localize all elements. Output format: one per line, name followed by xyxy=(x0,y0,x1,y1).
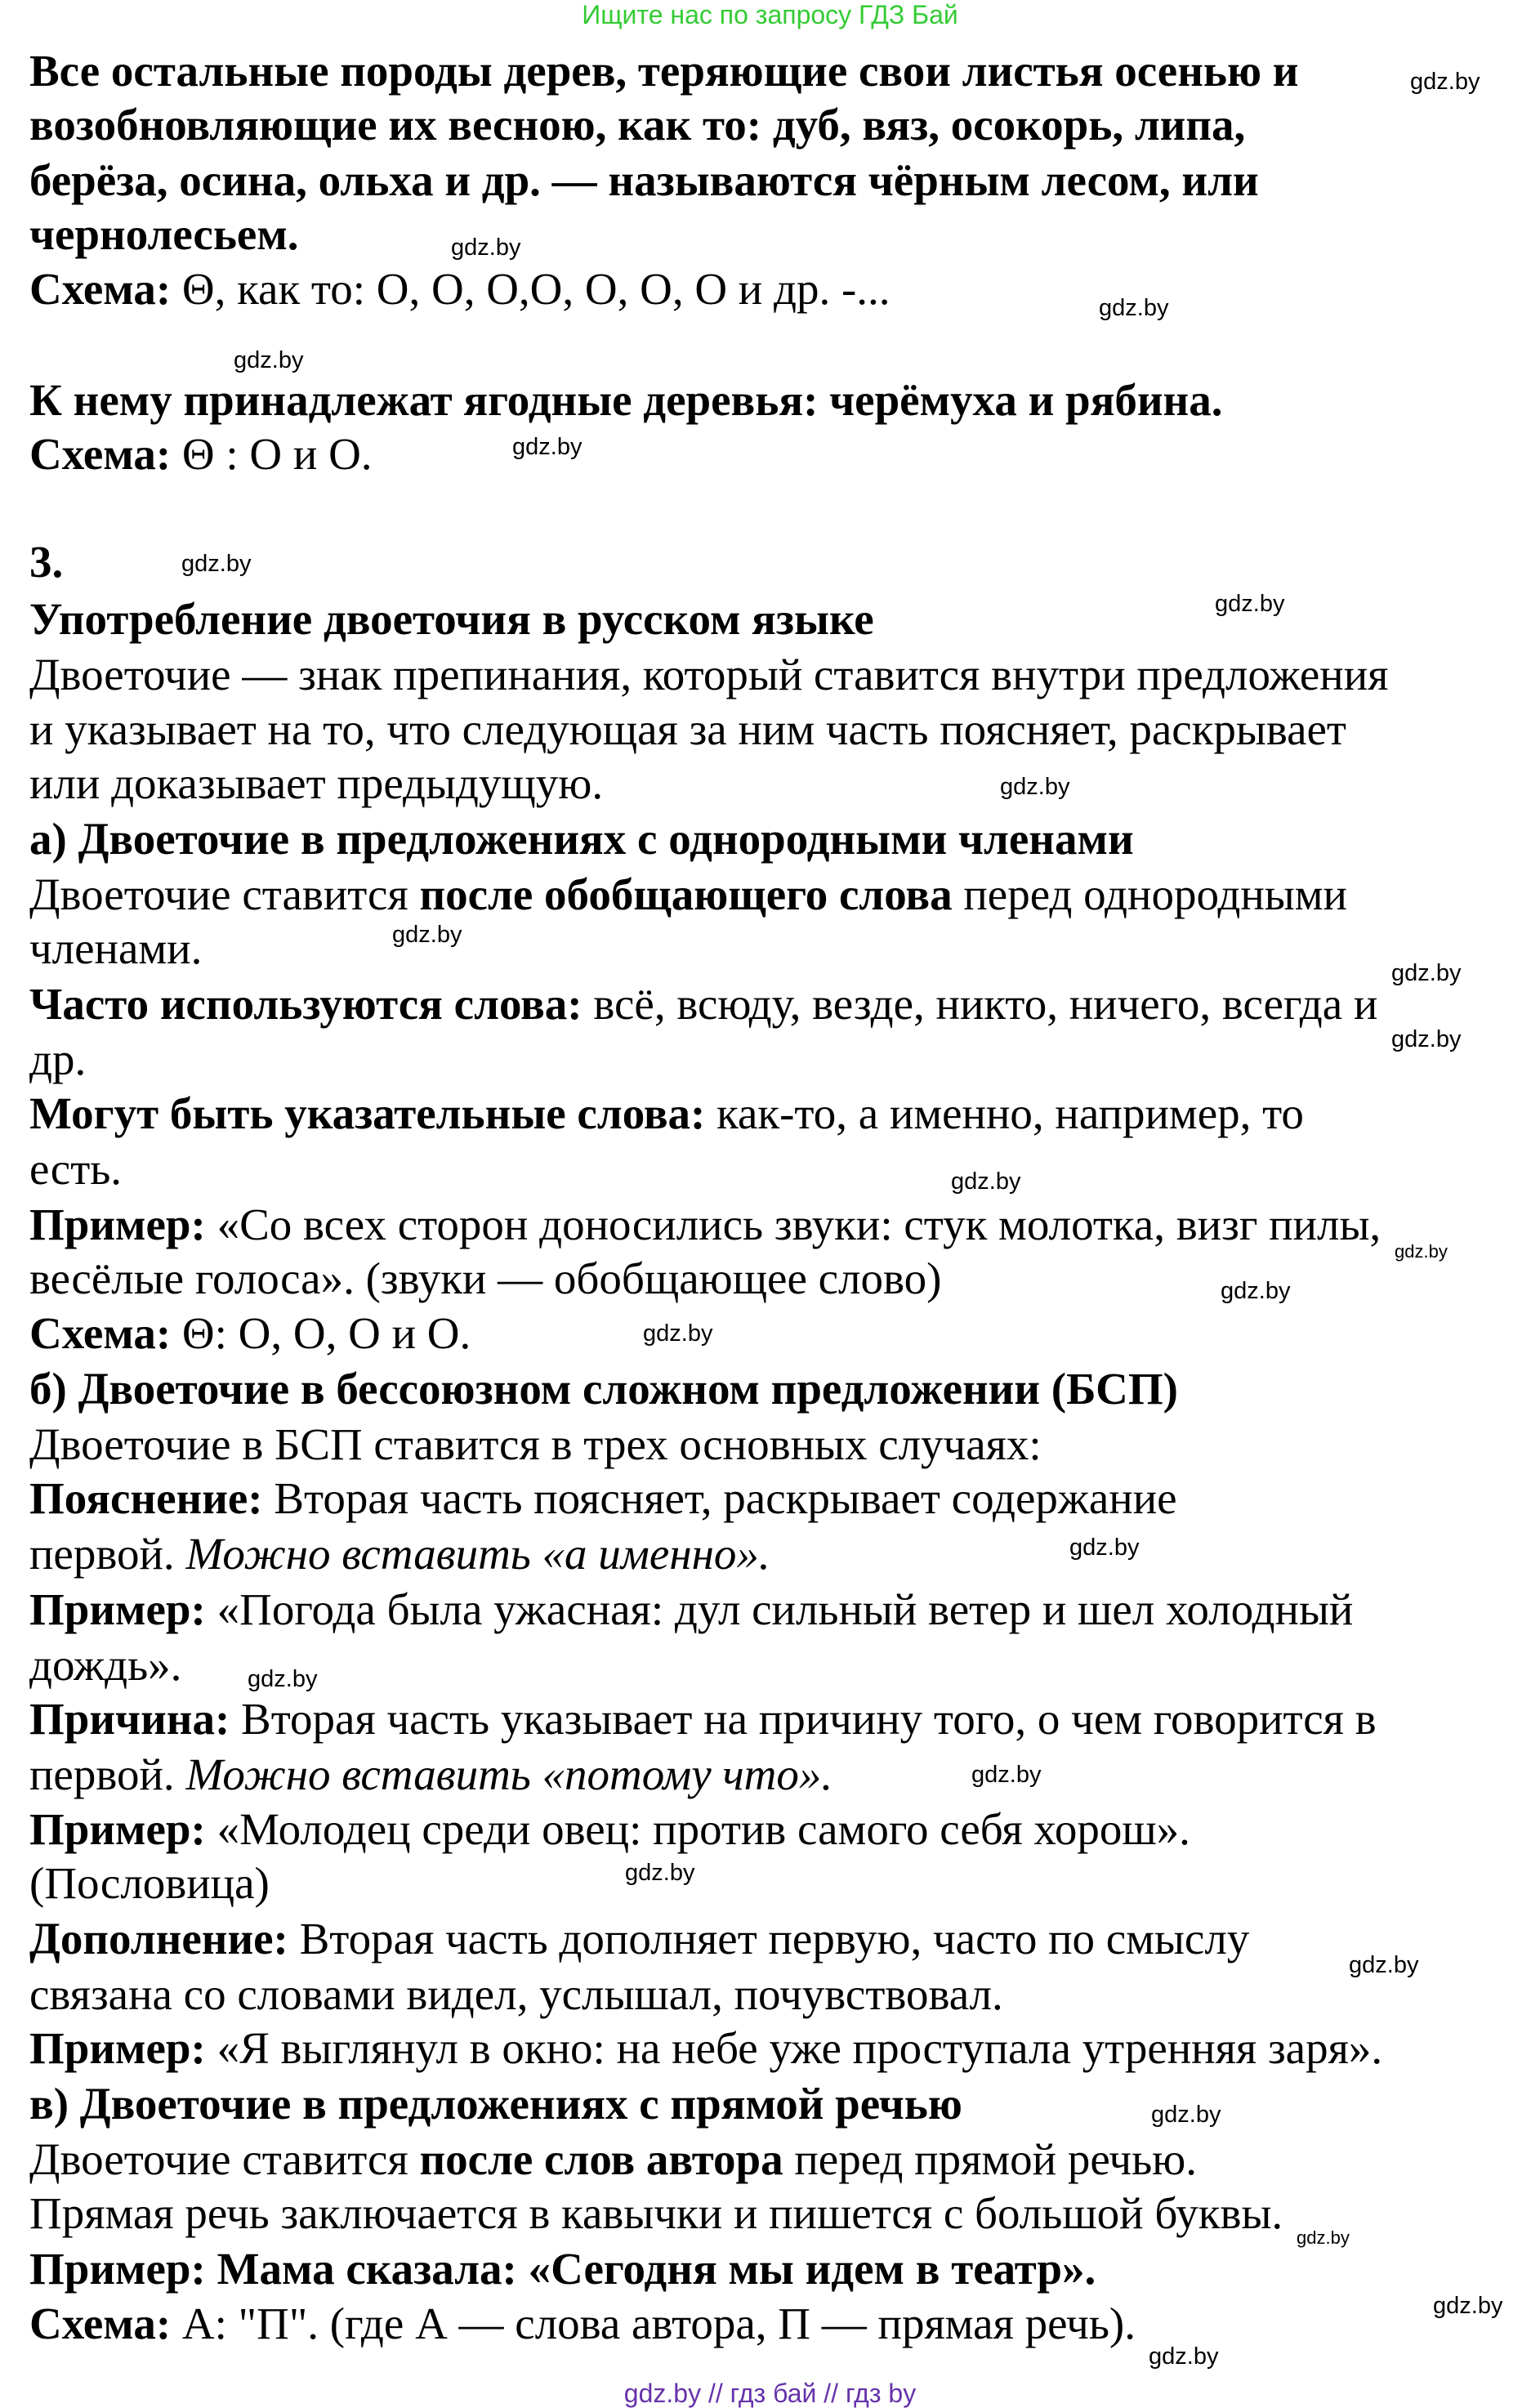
gdz-watermark: gdz.by xyxy=(1151,2102,1221,2128)
gdz-watermark: gdz.by xyxy=(625,1860,695,1886)
bold-text: б) Двоеточие в бессоюзном сложном предложении (БСП) xyxy=(29,1364,1178,1414)
text: связана со словами видел, услышал, почувствовал. xyxy=(29,1969,1003,2019)
text-line xyxy=(29,1034,86,1086)
text: перед однородными xyxy=(952,869,1347,919)
bold-text: Схема: xyxy=(29,264,172,314)
text-line xyxy=(29,1584,1353,1636)
gdz-watermark: gdz.by xyxy=(1000,774,1070,800)
bold-text: после обобщающего слова xyxy=(419,869,953,919)
bold-text: а) Двоеточие в предложениях с однородными членами xyxy=(29,814,1134,864)
bold-text: Все остальные породы дерев, теряющие свои листья осенью и xyxy=(29,46,1299,96)
text: Двоеточие в БСП ставится в трех основных случаях: xyxy=(29,1419,1042,1469)
text: Вторая часть поясняет, раскрывает содержание xyxy=(262,1473,1177,1523)
text: как-то, а именно, например, то xyxy=(705,1088,1304,1138)
text: Двоеточие ставится xyxy=(29,869,420,919)
text-line xyxy=(29,1143,122,1195)
text: Вторая часть дополняет первую, часто по смыслу xyxy=(288,1914,1250,1963)
text: Θ: О, О, О и О. xyxy=(171,1308,471,1358)
text-line xyxy=(29,2133,1197,2186)
text-line xyxy=(29,154,1259,207)
text-line xyxy=(29,869,1347,921)
bold-text: Схема: xyxy=(29,429,172,479)
bold-text: Пример: Мама сказала: «Сегодня мы идем в театр». xyxy=(29,2244,1096,2294)
gdz-watermark: gdz.by xyxy=(1433,2293,1503,2319)
text: дождь». xyxy=(29,1640,182,1690)
bold-text: после слов автора xyxy=(419,2134,783,2184)
gdz-watermark: gdz.by xyxy=(248,1666,318,1692)
text: или доказывает предыдущую. xyxy=(29,758,604,808)
text-line xyxy=(29,649,1388,701)
footer-watermark: gdz.by // гдз бай // гдз by xyxy=(623,2379,917,2408)
bold-text: Могут быть указательные слова: xyxy=(29,1088,706,1138)
bold-text: возобновляющие их весною, как то: дуб, вяз, осокорь, липа, xyxy=(29,100,1246,150)
text-line xyxy=(29,1472,1177,1525)
bold-text: Употребление двоеточия в русском языке xyxy=(29,594,874,644)
gdz-watermark: gdz.by xyxy=(181,551,252,577)
text: первой. xyxy=(29,1749,186,1799)
text: «Погода была ужасная: дул сильный ветер и шел холодный xyxy=(205,1584,1354,1634)
bold-text: К нему принадлежат ягодные деревья: черёмуха и рябина. xyxy=(29,375,1223,425)
text: Θ, как то: О, О, О,О, О, О, О и др. -... xyxy=(171,264,891,314)
gdz-watermark: gdz.by xyxy=(451,235,521,261)
bold-text: Дополнение: xyxy=(29,1914,288,1963)
text-line xyxy=(29,1253,941,1305)
text: всё, всюду, везде, никто, ничего, всегда и xyxy=(582,979,1378,1029)
text-line xyxy=(29,593,874,646)
text-line xyxy=(29,923,202,975)
gdz-watermark: gdz.by xyxy=(1297,2227,1350,2248)
text-line xyxy=(29,1913,1249,1965)
gdz-watermark: gdz.by xyxy=(392,922,462,948)
text: др. xyxy=(29,1034,87,1084)
text-line xyxy=(29,45,1298,97)
text-line xyxy=(29,2298,1136,2350)
text: есть. xyxy=(29,1144,123,1194)
bold-text: Пример: xyxy=(29,1200,206,1249)
text-line xyxy=(29,1528,770,1580)
gdz-watermark: gdz.by xyxy=(971,1762,1042,1788)
bold-text: чернолесьем. xyxy=(29,209,299,259)
text: «Молодец среди овец: против самого себя хорош». xyxy=(205,1804,1190,1854)
bold-text: Пример: xyxy=(29,1584,206,1634)
gdz-watermark: gdz.by xyxy=(1149,2343,1219,2370)
text-line xyxy=(29,978,1377,1030)
gdz-watermark: gdz.by xyxy=(1221,1278,1291,1304)
text: Двоеточие — знак препинания, который ставится внутри предложения xyxy=(29,650,1389,699)
text-line xyxy=(29,1693,1377,1745)
bold-text: в) Двоеточие в предложениях с прямой речью xyxy=(29,2079,962,2129)
text-line xyxy=(29,757,603,810)
text-line xyxy=(29,1199,1381,1251)
bold-text: Причина: xyxy=(29,1694,230,1744)
gdz-watermark: gdz.by xyxy=(1391,1026,1462,1052)
text-line xyxy=(29,1749,832,1801)
text: Двоеточие ставится xyxy=(29,2134,420,2184)
text: Θ : О и О. xyxy=(171,429,373,479)
italic-text: Можно вставить «потому что». xyxy=(185,1749,833,1799)
gdz-watermark: gdz.by xyxy=(234,347,304,373)
text: «Я выглянул в окно: на небе уже проступала утренняя заря». xyxy=(205,2023,1383,2073)
gdz-watermark: gdz.by xyxy=(643,1320,713,1347)
gdz-watermark: gdz.by xyxy=(1410,69,1480,95)
bold-text: Схема: xyxy=(29,1308,172,1358)
text: весёлые голоса». (звуки — обобщающее слово) xyxy=(29,1253,942,1303)
text-line xyxy=(29,428,373,480)
bold-text: Пример: xyxy=(29,1804,206,1854)
text: и указывает на то, что следующая за ним часть поясняет, раскрывает xyxy=(29,704,1346,754)
text-line xyxy=(29,1088,1304,1140)
gdz-watermark: gdz.by xyxy=(512,434,583,460)
text-line xyxy=(29,1418,1042,1471)
gdz-watermark: gdz.by xyxy=(1349,1952,1419,1978)
text-line xyxy=(29,208,299,261)
text-line xyxy=(29,2243,1096,2295)
text-line xyxy=(29,263,891,315)
text: Прямая речь заключается в кавычки и пишется с большой буквы. xyxy=(29,2188,1283,2238)
bold-text: Схема: xyxy=(29,2299,172,2348)
text-line xyxy=(29,1857,270,1910)
bold-text: 3. xyxy=(29,537,64,587)
text: перед прямой речью. xyxy=(783,2134,1197,2184)
text-line xyxy=(29,1639,181,1691)
gdz-watermark: gdz.by xyxy=(951,1168,1021,1195)
text-line xyxy=(29,704,1346,756)
bold-text: Часто используются слова: xyxy=(29,979,583,1029)
text: членами. xyxy=(29,923,203,973)
text-line xyxy=(29,2078,962,2130)
text-line xyxy=(29,99,1245,151)
text-line xyxy=(29,2022,1382,2075)
text-line xyxy=(29,536,63,588)
text: первой. xyxy=(29,1529,186,1579)
bold-text: Пример: xyxy=(29,2023,206,2073)
italic-text: Можно вставить «а именно». xyxy=(185,1529,770,1579)
gdz-watermark: gdz.by xyxy=(1099,295,1169,321)
gdz-watermark: gdz.by xyxy=(1395,1241,1448,1262)
gdz-watermark: gdz.by xyxy=(1215,591,1285,617)
text-line xyxy=(29,1803,1190,1856)
text: «Со всех сторон доносились звуки: стук молотка, визг пилы, xyxy=(205,1200,1382,1249)
search-banner: Ищите нас по запросу ГДЗ Бай xyxy=(582,0,958,29)
text-line xyxy=(29,1968,1003,2021)
text-line xyxy=(29,1363,1178,1415)
bold-text: Пояснение: xyxy=(29,1473,263,1523)
gdz-watermark: gdz.by xyxy=(1391,960,1462,986)
text-line xyxy=(29,813,1134,865)
text: А: "П". (где А — слова автора, П — прямая речь). xyxy=(171,2299,1136,2348)
text-line xyxy=(29,1307,471,1360)
text: Вторая часть указывает на причину того, о чем говорится в xyxy=(230,1694,1377,1744)
gdz-watermark: gdz.by xyxy=(1069,1535,1140,1561)
text: (Пословица) xyxy=(29,1858,270,1908)
text-line xyxy=(29,2187,1283,2240)
text-line xyxy=(29,374,1222,427)
bold-text: берёза, осина, ольха и др. — называются чёрным лесом, или xyxy=(29,155,1259,205)
